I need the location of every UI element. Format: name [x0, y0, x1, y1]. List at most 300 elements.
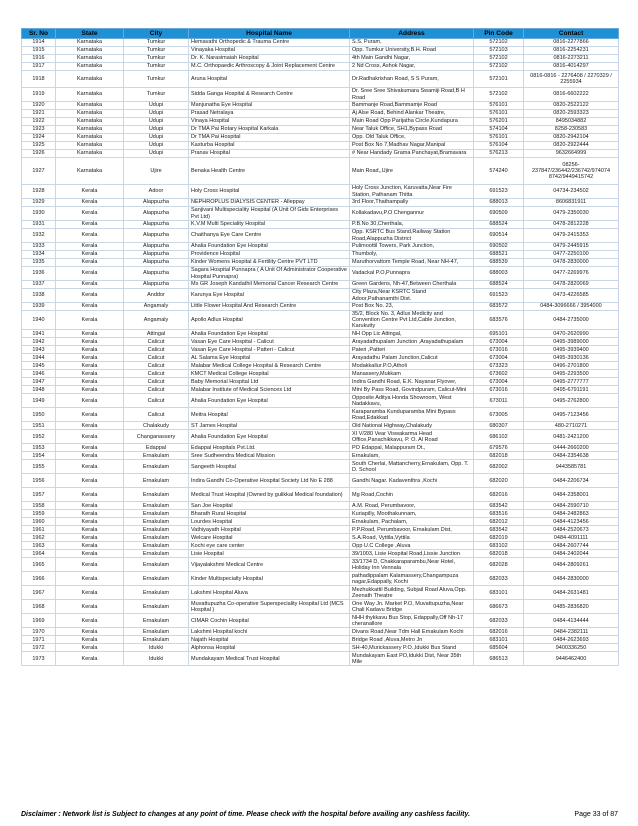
- address-cell: SH-40,Murickassery P.O.,Idukki Bus Stand: [350, 644, 474, 652]
- state-cell: Karnataka: [56, 110, 124, 118]
- contact-cell: 0484-2735000: [524, 311, 619, 330]
- city-cell: Chalakudy: [124, 422, 189, 430]
- address-cell: NH Opp Lic Attingal,: [350, 330, 474, 338]
- contact-cell: 0484-4123456: [524, 518, 619, 526]
- city-cell: Tumkur: [124, 88, 189, 102]
- city-cell: Ernakulam: [124, 542, 189, 550]
- contact-cell: 480-2710271: [524, 422, 619, 430]
- sr-no-cell: 1922: [22, 118, 56, 126]
- contact-cell: 0816-6602222: [524, 88, 619, 102]
- hospital-name-cell: Meitra Hospital: [189, 408, 350, 422]
- city-cell: Alappuzha: [124, 251, 189, 259]
- contact-cell: 0478-2830000: [524, 259, 619, 267]
- address-cell: Manassery,Mukkam: [350, 370, 474, 378]
- state-cell: Kerala: [56, 338, 124, 346]
- city-cell: Idukki: [124, 652, 189, 666]
- sr-no-cell: 1973: [22, 652, 56, 666]
- address-cell: 33/1734 D, Chakkaraparambu,Near Hotel, Holiday Inn Vennala: [350, 558, 474, 572]
- city-cell: Angamaly: [124, 303, 189, 311]
- col-header-sr-no: Sr. No: [22, 29, 56, 39]
- hospital-name-cell: Ahalia Foundation Eye Hospital: [189, 430, 350, 444]
- contact-cell: 0820-2522122: [524, 102, 619, 110]
- sr-no-cell: 1949: [22, 394, 56, 408]
- address-cell: Pateri ,Patteri: [350, 346, 474, 354]
- sr-no-cell: 1969: [22, 614, 56, 628]
- sr-no-cell: 1961: [22, 526, 56, 534]
- city-cell: Calicut: [124, 338, 189, 346]
- city-cell: Changanassery: [124, 430, 189, 444]
- address-cell: Pulimoottil Towers, Park Junction,: [350, 243, 474, 251]
- city-cell: Tumkur: [124, 55, 189, 63]
- city-cell: Ernakulam: [124, 460, 189, 474]
- city-cell: Ernakulam: [124, 488, 189, 502]
- contact-cell: 0484-2631481: [524, 586, 619, 600]
- address-cell: South Cherlai, Mattancherry,Ernakulam, Opp. T. D. School: [350, 460, 474, 474]
- col-header-pin-code: Pin Code: [474, 29, 524, 39]
- address-cell: Mezhukkattil Building, Subjail Road Aluva,Opp. Zeenath Theatre: [350, 586, 474, 600]
- sr-no-cell: 1967: [22, 586, 56, 600]
- contact-cell: 0478-2820069: [524, 281, 619, 289]
- pin-code-cell: 690514: [474, 229, 524, 243]
- city-cell: Tumkur: [124, 71, 189, 88]
- city-cell: Ernakulam: [124, 502, 189, 510]
- city-cell: Edappal: [124, 444, 189, 452]
- contact-cell: 0484-2354638: [524, 452, 619, 460]
- pin-code-cell: 682018: [474, 452, 524, 460]
- sr-no-cell: 1954: [22, 452, 56, 460]
- state-cell: Kerala: [56, 644, 124, 652]
- table-row: [22, 460, 619, 474]
- contact-cell: 0484-3096666 / 3954000: [524, 303, 619, 311]
- table-row: [22, 102, 619, 110]
- contact-cell: 8606831911: [524, 199, 619, 207]
- contact-cell: 8495034882: [524, 118, 619, 126]
- contact-cell: 0484-2402044: [524, 550, 619, 558]
- hospital-name-cell: Sagara Hospital Punnapra ( A Unit Of Administrator Cooperative Hospital Punnapra): [189, 267, 350, 281]
- pin-code-cell: 686673: [474, 600, 524, 614]
- page-number: Page 33 of 87: [574, 811, 618, 818]
- hospital-name-cell: Manjunatha Eye Hospital: [189, 102, 350, 110]
- hospital-name-cell: Malabar Institute of Medical Sciences Ltd: [189, 386, 350, 394]
- hospital-name-cell: San Joe Hospital: [189, 502, 350, 510]
- pin-code-cell: 682028: [474, 558, 524, 572]
- hospital-name-cell: Ahalia Foundation Eye Hospital: [189, 330, 350, 338]
- city-cell: Ernakulam: [124, 510, 189, 518]
- sr-no-cell: 1964: [22, 550, 56, 558]
- contact-cell: 0816-2277866: [524, 39, 619, 47]
- pin-code-cell: 682033: [474, 614, 524, 628]
- address-cell: Green Gardens, Nh-47,Between Cherthala: [350, 281, 474, 289]
- state-cell: Kerala: [56, 289, 124, 303]
- table-row: [22, 572, 619, 586]
- city-cell: Calicut: [124, 362, 189, 370]
- table-row: [22, 289, 619, 303]
- state-cell: Kerala: [56, 444, 124, 452]
- sr-no-cell: 1958: [22, 502, 56, 510]
- pin-code-cell: 673011: [474, 394, 524, 408]
- address-cell: 39/1003, Lisie Hospital Road,Lissie Junction: [350, 550, 474, 558]
- hospital-name-cell: Lourdes Hospital: [189, 518, 350, 526]
- table-header: [22, 29, 619, 39]
- pin-code-cell: 688003: [474, 267, 524, 281]
- pin-code-cell: 673004: [474, 338, 524, 346]
- contact-cell: 0816-2254231: [524, 47, 619, 55]
- pin-code-cell: 572101: [474, 71, 524, 88]
- address-cell: Aj Alse Road, Behind Alankar Theatre,: [350, 110, 474, 118]
- table-row: [22, 88, 619, 102]
- state-cell: Kerala: [56, 614, 124, 628]
- address-cell: Mg Road,Cochin: [350, 488, 474, 502]
- table-row: [22, 185, 619, 199]
- pin-code-cell: 686102: [474, 430, 524, 444]
- hospital-name-cell: Indira Gandhi Co-Operative Hospital Society Ltd No E 288: [189, 474, 350, 488]
- contact-cell: 0484-4091111: [524, 534, 619, 542]
- pin-code-cell: 682020: [474, 474, 524, 488]
- sr-no-cell: 1963: [22, 542, 56, 550]
- address-cell: Opp. Tumkur University,B.H. Road: [350, 47, 474, 55]
- hospital-name-cell: Mundakayam Medical Trust Hospital: [189, 652, 350, 666]
- table-row: [22, 199, 619, 207]
- pin-code-cell: 673005: [474, 408, 524, 422]
- table-row: [22, 207, 619, 221]
- sr-no-cell: 1925: [22, 142, 56, 150]
- state-cell: Kerala: [56, 488, 124, 502]
- address-cell: P.P.Road, Perumbavoor, Ernakulam Dist,: [350, 526, 474, 534]
- pin-code-cell: 572103: [474, 47, 524, 55]
- table-row: [22, 47, 619, 55]
- state-cell: Kerala: [56, 311, 124, 330]
- contact-cell: 0484-2830000: [524, 572, 619, 586]
- pin-code-cell: 683516: [474, 510, 524, 518]
- hospital-name-cell: Providence Hospital: [189, 251, 350, 259]
- contact-cell: 0477-2269976: [524, 267, 619, 281]
- table-row: [22, 452, 619, 460]
- city-cell: Tumkur: [124, 63, 189, 71]
- state-cell: Kerala: [56, 394, 124, 408]
- pin-code-cell: 574104: [474, 126, 524, 134]
- contact-cell: 0481-2421200: [524, 430, 619, 444]
- hospital-name-cell: Sree Sudheendra Medical Mission: [189, 452, 350, 460]
- contact-cell: 0495-2777777: [524, 378, 619, 386]
- sr-no-cell: 1945: [22, 362, 56, 370]
- contact-cell: 9632664999: [524, 150, 619, 158]
- pin-code-cell: 680307: [474, 422, 524, 430]
- state-cell: Kerala: [56, 422, 124, 430]
- state-cell: Kerala: [56, 281, 124, 289]
- table-row: [22, 243, 619, 251]
- table-row: [22, 488, 619, 502]
- sr-no-cell: 1940: [22, 311, 56, 330]
- state-cell: Karnataka: [56, 47, 124, 55]
- pin-code-cell: 688521: [474, 251, 524, 259]
- contact-cell: 0484-2206734: [524, 474, 619, 488]
- city-cell: Ernakulam: [124, 636, 189, 644]
- city-cell: Alappuzha: [124, 229, 189, 243]
- address-cell: Dr. Sree Sree Shivakumara Swamiji Road,B H Road: [350, 88, 474, 102]
- pin-code-cell: 576201: [474, 118, 524, 126]
- contact-cell: 0478-2812228: [524, 221, 619, 229]
- city-cell: Alappuzha: [124, 221, 189, 229]
- table-row: [22, 346, 619, 354]
- table-body: [22, 39, 619, 666]
- table-row: [22, 251, 619, 259]
- hospital-name-cell: Bharath Rural Hospital: [189, 510, 350, 518]
- hospital-name-cell: Welcare Hospital: [189, 534, 350, 542]
- contact-cell: 0479-2350030: [524, 207, 619, 221]
- state-cell: Karnataka: [56, 55, 124, 63]
- pin-code-cell: 576101: [474, 134, 524, 142]
- city-cell: Ernakulam: [124, 474, 189, 488]
- pin-code-cell: 691523: [474, 185, 524, 199]
- hospital-name-cell: Karunya Eye Hospital: [189, 289, 350, 303]
- city-cell: Ernakulam: [124, 586, 189, 600]
- city-cell: Udupi: [124, 150, 189, 158]
- state-cell: Kerala: [56, 259, 124, 267]
- city-cell: Tumkur: [124, 39, 189, 47]
- state-cell: Karnataka: [56, 63, 124, 71]
- pin-code-cell: 682002: [474, 460, 524, 474]
- sr-no-cell: 1941: [22, 330, 56, 338]
- table-row: [22, 474, 619, 488]
- city-cell: Ernakulam: [124, 600, 189, 614]
- table-row: [22, 526, 619, 534]
- pin-code-cell: 683101: [474, 586, 524, 600]
- hospital-name-cell: Apollo Adlux Hospital: [189, 311, 350, 330]
- state-cell: Kerala: [56, 370, 124, 378]
- sr-no-cell: 1921: [22, 110, 56, 118]
- address-cell: 4th Main Gandhi Nagar,: [350, 55, 474, 63]
- pin-code-cell: 572102: [474, 63, 524, 71]
- sr-no-cell: 1948: [22, 386, 56, 394]
- state-cell: Kerala: [56, 518, 124, 526]
- table-row: [22, 430, 619, 444]
- city-cell: Ernakulam: [124, 518, 189, 526]
- state-cell: Kerala: [56, 558, 124, 572]
- pin-code-cell: 673004: [474, 354, 524, 362]
- state-cell: Kerala: [56, 452, 124, 460]
- table-row: [22, 311, 619, 330]
- hospital-name-cell: Hemavathi Orthopedic & Trauma Centre: [189, 39, 350, 47]
- address-cell: Maruthorvattom Temple Road, Near NH-47,: [350, 259, 474, 267]
- hospital-name-cell: Vathiyayath Hospital: [189, 526, 350, 534]
- hospital-name-cell: Sangeeth Hospital: [189, 460, 350, 474]
- contact-cell: 8258-230583: [524, 126, 619, 134]
- pin-code-cell: 682016: [474, 488, 524, 502]
- state-cell: Kerala: [56, 221, 124, 229]
- table-row: [22, 303, 619, 311]
- contact-cell: 0495-3930136: [524, 354, 619, 362]
- address-cell: S.S. Puram,: [350, 39, 474, 47]
- sr-no-cell: 1929: [22, 199, 56, 207]
- pin-code-cell: 683102: [474, 542, 524, 550]
- contact-cell: 0485-2836820: [524, 600, 619, 614]
- hospital-name-cell: Ms GR Joseph Kandathil Memorial Cancer Research Centre: [189, 281, 350, 289]
- pin-code-cell: 572102: [474, 55, 524, 63]
- city-cell: Ernakulam: [124, 534, 189, 542]
- table-row: [22, 142, 619, 150]
- pin-code-cell: 679576: [474, 444, 524, 452]
- pin-code-cell: 690509: [474, 207, 524, 221]
- city-cell: Alappuzha: [124, 267, 189, 281]
- hospital-name-cell: Vijayalakshmi Medical Centre: [189, 558, 350, 572]
- pin-code-cell: 695101: [474, 330, 524, 338]
- address-cell: Near Taluk Office, SH1,Bypass Road: [350, 126, 474, 134]
- pin-code-cell: 673602: [474, 370, 524, 378]
- table-row: [22, 378, 619, 386]
- address-cell: Ernakulam,: [350, 452, 474, 460]
- city-cell: Calicut: [124, 408, 189, 422]
- hospital-name-cell: Kochi eye care center: [189, 542, 350, 550]
- hospital-name-cell: Benaka Health Centre: [189, 158, 350, 185]
- contact-cell: 0495-2293500: [524, 370, 619, 378]
- pin-code-cell: 688539: [474, 259, 524, 267]
- state-cell: Kerala: [56, 229, 124, 243]
- pin-code-cell: 682033: [474, 572, 524, 586]
- address-cell: Holy Cross Junction, Karuvatta,Near Fire Station, Pathanam Thitta: [350, 185, 474, 199]
- page-footer: [21, 811, 618, 821]
- contact-cell: 9400336250: [524, 644, 619, 652]
- address-cell: Opp. KSRTC Bus Stand,Railway Station Road,Alappuzha District: [350, 229, 474, 243]
- state-cell: Kerala: [56, 628, 124, 636]
- address-cell: Modakkallur.P.O,Atholi: [350, 362, 474, 370]
- sr-no-cell: 1946: [22, 370, 56, 378]
- address-cell: Indira Gandhi Road, E.K. Nayanar Flyover,: [350, 378, 474, 386]
- contact-cell: 0479-2445915: [524, 243, 619, 251]
- contact-cell: 0816-0816 - 2276408 / 2270329 / 2255934: [524, 71, 619, 88]
- city-cell: Calicut: [124, 386, 189, 394]
- pin-code-cell: 574240: [474, 158, 524, 185]
- state-cell: Kerala: [56, 251, 124, 259]
- sr-no-cell: 1926: [22, 150, 56, 158]
- address-cell: Vadackal P.O,Punnapra: [350, 267, 474, 281]
- sr-no-cell: 1957: [22, 488, 56, 502]
- hospital-name-cell: Baby Memorial Hospital Ltd: [189, 378, 350, 386]
- contact-cell: 0820-2593323: [524, 110, 619, 118]
- table-row: [22, 118, 619, 126]
- table-row: [22, 542, 619, 550]
- hospital-name-cell: Dr TMA Pai Rotary Hospital Karkala: [189, 126, 350, 134]
- address-cell: Post Box No 7,Madhav Nagar,Manipal: [350, 142, 474, 150]
- state-cell: Karnataka: [56, 126, 124, 134]
- address-cell: Bammanje Road,Bammamje Road: [350, 102, 474, 110]
- col-header-state: State: [56, 29, 124, 39]
- city-cell: Ernakulam: [124, 572, 189, 586]
- contact-cell: 08256-237847/236442/236742/974074 8742/9449415742: [524, 158, 619, 185]
- sr-no-cell: 1927: [22, 158, 56, 185]
- contact-cell: 0470-2620990: [524, 330, 619, 338]
- hospital-name-cell: Aruna Hospital: [189, 71, 350, 88]
- pin-code-cell: 572102: [474, 39, 524, 47]
- hospital-name-cell: Vinaya Hospital: [189, 118, 350, 126]
- hospital-name-cell: Alphonsa Hospital: [189, 644, 350, 652]
- contact-cell: 0484-2482863: [524, 510, 619, 518]
- sr-no-cell: 1936: [22, 267, 56, 281]
- state-cell: Kerala: [56, 586, 124, 600]
- table-row: [22, 134, 619, 142]
- pin-code-cell: 673016: [474, 346, 524, 354]
- pin-code-cell: 682019: [474, 534, 524, 542]
- address-cell: Arayadathu Palam Junction,Calicut: [350, 354, 474, 362]
- table-row: [22, 614, 619, 628]
- pin-code-cell: 576101: [474, 102, 524, 110]
- table-row: [22, 502, 619, 510]
- contact-cell: 9446462400: [524, 652, 619, 666]
- sr-no-cell: 1923: [22, 126, 56, 134]
- address-cell: NHH thykkavu Bus Stop, Edappally,Off Nh-17 cheranallore: [350, 614, 474, 628]
- state-cell: Karnataka: [56, 158, 124, 185]
- city-cell: Ernakulam: [124, 526, 189, 534]
- pin-code-cell: 576104: [474, 142, 524, 150]
- table-row: [22, 444, 619, 452]
- table-row: [22, 63, 619, 71]
- state-cell: Kerala: [56, 207, 124, 221]
- table-row: [22, 281, 619, 289]
- table-row: [22, 550, 619, 558]
- table-row: [22, 267, 619, 281]
- address-cell: Kollakadavu,P.O Chengannur: [350, 207, 474, 221]
- city-cell: Ujire: [124, 158, 189, 185]
- sr-no-cell: 1920: [22, 102, 56, 110]
- table-row: [22, 586, 619, 600]
- col-header-hospital-name: Hospital Name: [189, 29, 350, 39]
- table-row: [22, 158, 619, 185]
- state-cell: Karnataka: [56, 102, 124, 110]
- sr-no-cell: 1965: [22, 558, 56, 572]
- table-row: [22, 39, 619, 47]
- contact-cell: 0820-2942104: [524, 134, 619, 142]
- state-cell: Kerala: [56, 534, 124, 542]
- state-cell: Kerala: [56, 185, 124, 199]
- state-cell: Karnataka: [56, 39, 124, 47]
- address-cell: 35/2, Block No. 3, Adlux Medicity and Convention Centre Pvt Ltd,Cable Junction, Karukutty: [350, 311, 474, 330]
- pin-code-cell: 576101: [474, 110, 524, 118]
- contact-cell: 0495-2762800: [524, 394, 619, 408]
- state-cell: Kerala: [56, 502, 124, 510]
- sr-no-cell: 1933: [22, 243, 56, 251]
- pin-code-cell: 682012: [474, 518, 524, 526]
- contact-cell: 9443585781: [524, 460, 619, 474]
- city-cell: Anddor: [124, 289, 189, 303]
- hospital-name-cell: Vasan Eye Care Hospital - Patteri - Calicut: [189, 346, 350, 354]
- sr-no-cell: 1955: [22, 460, 56, 474]
- hospital-name-cell: Sanjivani Multispeciality Hospital (A Unit Of Gids Enterprises Pvt Ltd): [189, 207, 350, 221]
- address-cell: Dr.Radhakrishan Road, S S Puram,: [350, 71, 474, 88]
- state-cell: Kerala: [56, 526, 124, 534]
- contact-cell: 0816-2273211: [524, 55, 619, 63]
- address-cell: P.B.No 30,Cherthala,: [350, 221, 474, 229]
- table-row: [22, 558, 619, 572]
- hospital-name-cell: Lisie Hospital: [189, 550, 350, 558]
- city-cell: Ernakulam: [124, 628, 189, 636]
- contact-cell: 0484-2607744: [524, 542, 619, 550]
- sr-no-cell: 1962: [22, 534, 56, 542]
- address-cell: City Plaza,Near KSRTC Stand Adoor,Pathanamthi Dist.: [350, 289, 474, 303]
- contact-cell: 0495-3989000: [524, 338, 619, 346]
- pin-code-cell: 673016: [474, 386, 524, 394]
- state-cell: Kerala: [56, 430, 124, 444]
- pin-code-cell: 682016: [474, 628, 524, 636]
- state-cell: Kerala: [56, 572, 124, 586]
- table-row: [22, 110, 619, 118]
- table-row: [22, 510, 619, 518]
- table-row: [22, 600, 619, 614]
- table-row: [22, 354, 619, 362]
- state-cell: Kerala: [56, 362, 124, 370]
- state-cell: Kerala: [56, 330, 124, 338]
- table-row: [22, 338, 619, 346]
- sr-no-cell: 1935: [22, 259, 56, 267]
- state-cell: Kerala: [56, 542, 124, 550]
